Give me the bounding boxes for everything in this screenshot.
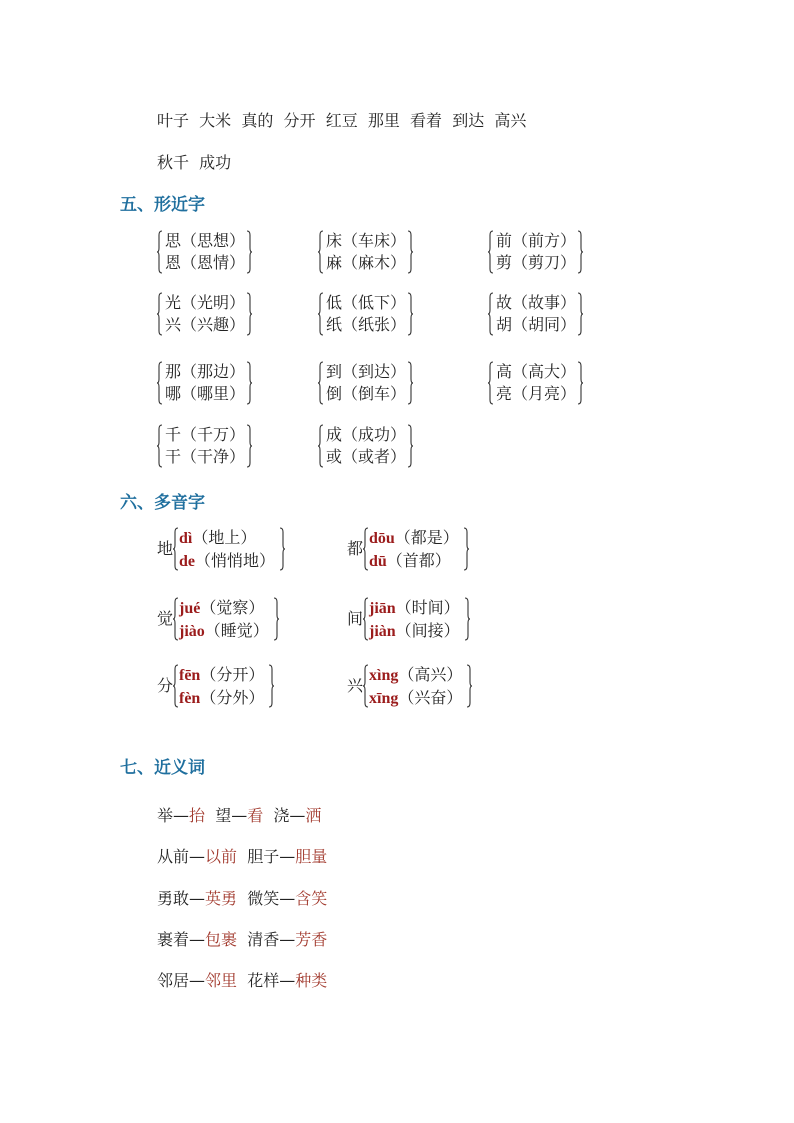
pair-row-a: 光（光明）: [165, 293, 246, 312]
similar-char-pair: [157, 230, 245, 274]
left-brace: [318, 230, 324, 274]
pair-row-a: 床（车床）: [326, 231, 407, 250]
pair-row-b: 剪（剪刀）: [496, 253, 577, 272]
synonym-word: 花样: [247, 971, 280, 990]
section-7-heading: 七、近义词: [120, 758, 205, 778]
synonym-answer: 种类: [295, 971, 328, 990]
similar-char-pair: [318, 292, 406, 336]
similar-char-pair: [318, 424, 406, 468]
synonym-dash: —: [289, 806, 306, 825]
synonym-row: [157, 803, 321, 826]
right-brace: [246, 361, 252, 405]
synonym-row: [157, 886, 327, 909]
synonym-word: 从前: [157, 847, 190, 866]
pinyin-2: de: [179, 553, 195, 570]
pair-row-b: 胡（胡同）: [496, 315, 577, 334]
left-brace: [488, 230, 494, 274]
right-brace: [279, 527, 285, 577]
pinyin-1: dōu: [369, 530, 395, 547]
left-brace: [157, 230, 163, 274]
pinyin-2: jiào: [179, 623, 205, 640]
pair-row-b: 倒（倒车）: [326, 384, 407, 403]
polyphonic-char: 地: [157, 539, 174, 558]
similar-char-pair: [157, 424, 245, 468]
pair-row-a: 低（低下）: [326, 293, 407, 312]
word-2: （间接）: [395, 621, 460, 640]
similar-char-pair: [488, 230, 576, 274]
synonym-word: 望: [215, 806, 232, 825]
synonym-answer: 看: [247, 806, 264, 825]
synonym-dash: —: [173, 806, 190, 825]
synonym-dash: —: [279, 889, 296, 908]
synonym-dash: —: [189, 971, 206, 990]
synonym-word: 举: [157, 806, 174, 825]
synonym-row: [157, 844, 327, 867]
pair-row-a: 千（千万）: [165, 425, 246, 444]
word-1: （时间）: [395, 598, 460, 617]
pinyin-1: jué: [179, 600, 201, 617]
right-brace: [577, 361, 583, 405]
right-brace: [273, 597, 279, 647]
synonym-row: [157, 927, 327, 950]
pair-row-b: 纸（纸张）: [326, 315, 407, 334]
section-5-heading: 五、形近字: [120, 195, 205, 215]
right-brace: [577, 292, 583, 336]
synonym-word: 邻居: [157, 971, 190, 990]
synonym-word: 清香: [247, 930, 280, 949]
right-brace: [577, 230, 583, 274]
synonym-answer: 芳香: [295, 930, 328, 949]
pinyin-2: jiàn: [369, 623, 396, 640]
pinyin-1: jiān: [369, 600, 396, 617]
synonym-word: 浇: [273, 806, 290, 825]
pinyin-2: fèn: [179, 690, 201, 707]
pinyin-2: dū: [369, 553, 387, 570]
word-2: （分外）: [200, 688, 265, 707]
word-2: （睡觉）: [204, 621, 269, 640]
synonym-answer: 抬: [189, 806, 206, 825]
word-2: （兴奋）: [398, 688, 463, 707]
pair-row-a: 那（那边）: [165, 362, 246, 381]
left-brace: [488, 292, 494, 336]
polyphonic-char: 都: [347, 539, 364, 558]
similar-char-pair: [318, 361, 406, 405]
synonym-answer: 包裹: [205, 930, 238, 949]
polyphonic-char: 间: [347, 609, 364, 628]
right-brace: [246, 230, 252, 274]
left-brace: [318, 361, 324, 405]
synonym-dash: —: [279, 971, 296, 990]
pair-row-b: 恩（恩情）: [165, 253, 246, 272]
synonym-dash: —: [231, 806, 248, 825]
pair-row-b: 麻（麻木）: [326, 253, 407, 272]
synonym-answer: 邻里: [205, 971, 238, 990]
right-brace: [466, 664, 472, 714]
right-brace: [407, 424, 413, 468]
synonym-dash: —: [279, 930, 296, 949]
synonym-answer: 含笑: [295, 889, 328, 908]
synonym-word: 勇敢: [157, 889, 190, 908]
similar-char-pair: [488, 292, 576, 336]
pair-row-a: 成（成功）: [326, 425, 407, 444]
left-brace: [157, 361, 163, 405]
word-list-line-1: 叶子 大米 真的 分开 红豆 那里 看着 到达 高兴: [157, 111, 527, 130]
synonym-word: 胆子: [247, 847, 280, 866]
left-brace: [157, 292, 163, 336]
pair-row-b: 亮（月亮）: [496, 384, 577, 403]
synonym-dash: —: [189, 889, 206, 908]
pair-row-a: 故（故事）: [496, 293, 577, 312]
pinyin-2: xīng: [369, 690, 399, 707]
synonym-dash: —: [189, 930, 206, 949]
synonym-row: [157, 968, 327, 991]
pair-row-a: 到（到达）: [326, 362, 407, 381]
synonym-answer: 胆量: [295, 847, 328, 866]
pair-row-a: 前（前方）: [496, 231, 577, 250]
polyphonic-char: 觉: [157, 609, 174, 628]
left-brace: [488, 361, 494, 405]
pair-row-b: 干（干净）: [165, 447, 246, 466]
pair-row-b: 或（或者）: [326, 447, 407, 466]
word-1: （觉察）: [200, 598, 265, 617]
word-2: （首都）: [386, 551, 451, 570]
right-brace: [268, 664, 274, 714]
polyphonic-char: 兴: [347, 676, 364, 695]
pair-row-a: 高（高大）: [496, 362, 577, 381]
synonym-answer: 以前: [205, 847, 238, 866]
synonym-dash: —: [279, 847, 296, 866]
word-2: （悄悄地）: [195, 551, 276, 570]
right-brace: [407, 361, 413, 405]
right-brace: [407, 292, 413, 336]
right-brace: [246, 424, 252, 468]
similar-char-pair: [318, 230, 406, 274]
word-1: （都是）: [394, 528, 459, 547]
similar-char-pair: [488, 361, 576, 405]
word-1: （分开）: [200, 665, 265, 684]
word-1: （地上）: [192, 528, 257, 547]
pinyin-1: xìng: [369, 667, 399, 684]
left-brace: [318, 292, 324, 336]
pinyin-1: dì: [179, 530, 193, 547]
synonym-word: 微笑: [247, 889, 280, 908]
word-1: （高兴）: [398, 665, 463, 684]
similar-char-pair: [157, 292, 245, 336]
right-brace: [407, 230, 413, 274]
similar-char-pair: [157, 361, 245, 405]
word-list-line-2: 秋千 成功: [157, 153, 232, 172]
pinyin-1: fēn: [179, 667, 201, 684]
pair-row-b: 兴（兴趣）: [165, 315, 246, 334]
synonym-answer: 英勇: [205, 889, 238, 908]
pair-row-a: 思（思想）: [165, 231, 246, 250]
section-6-heading: 六、多音字: [120, 493, 205, 513]
synonym-word: 裹着: [157, 930, 190, 949]
synonym-answer: 洒: [305, 806, 322, 825]
left-brace: [157, 424, 163, 468]
pair-row-b: 哪（哪里）: [165, 384, 246, 403]
right-brace: [463, 527, 469, 577]
left-brace: [318, 424, 324, 468]
polyphonic-char: 分: [157, 676, 174, 695]
right-brace: [246, 292, 252, 336]
right-brace: [464, 597, 470, 647]
synonym-dash: —: [189, 847, 206, 866]
